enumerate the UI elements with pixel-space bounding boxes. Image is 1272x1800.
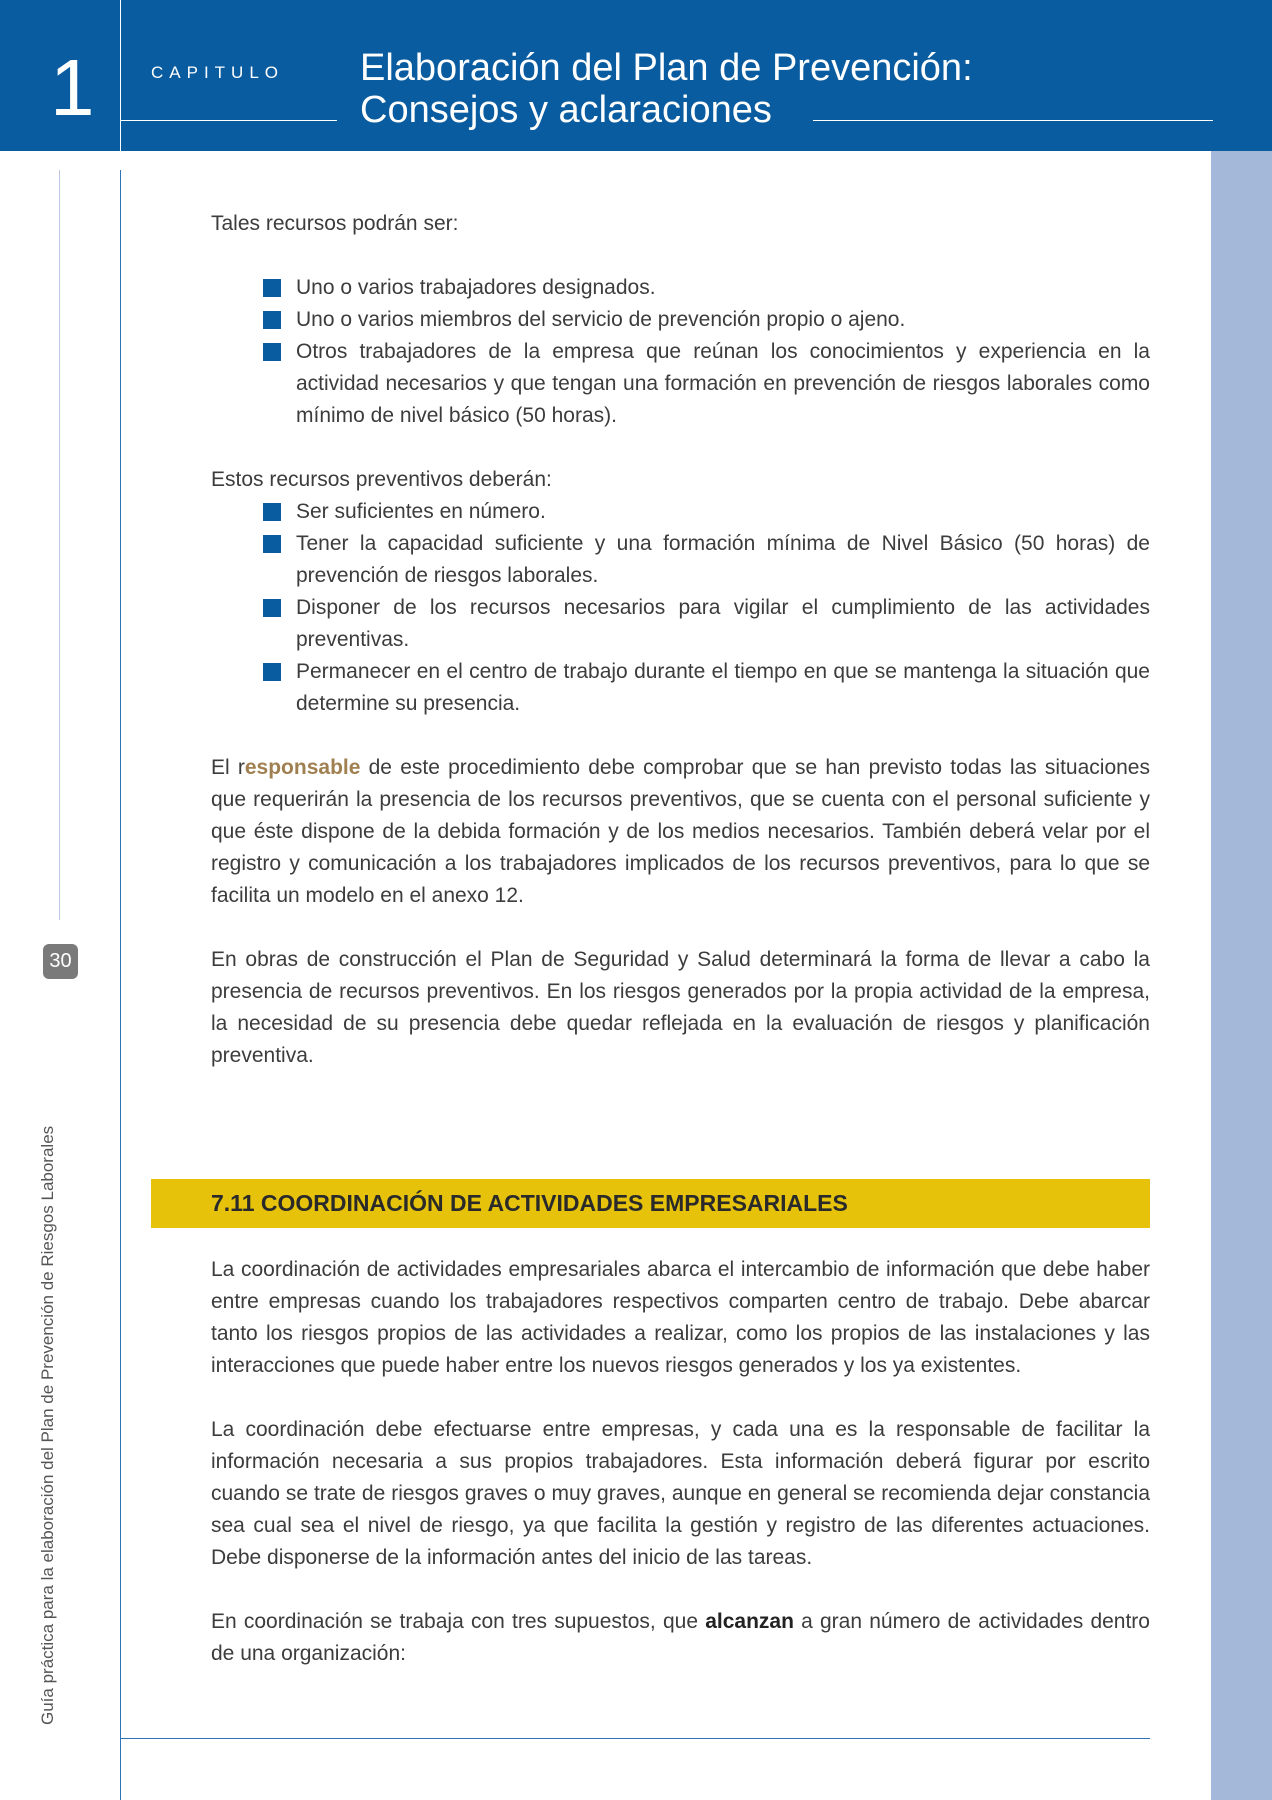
left-margin-thin-rule bbox=[59, 170, 60, 920]
list-item: Disponer de los recursos necesarios para vigilar el cumplimiento de las actividades preventivas. bbox=[296, 592, 1150, 656]
resources-list bbox=[211, 272, 1150, 432]
paragraph-responsable-prefix: El r bbox=[211, 756, 245, 779]
chapter-header bbox=[0, 0, 1272, 151]
chapter-title-line1: Elaboración del Plan de Prevención: bbox=[360, 47, 973, 89]
side-guide-title: Guía práctica para la elaboración del Plan de Prevención de Riesgos Laborales bbox=[38, 1125, 57, 1725]
alcanzan-bold: alcanzan bbox=[705, 1610, 794, 1633]
paragraph-obras: En obras de construcción el Plan de Seguridad y Salud determinará la forma de llevar a cabo la presencia de recursos preventivos. En los riesgos generados por la propia actividad de la empresa, la necesidad de su presencia debe quedar reflejada en la evaluación de riesgos y planificación preventiva. bbox=[211, 948, 1150, 1067]
paragraph-responsable bbox=[211, 752, 1150, 912]
responsable-highlight: esponsable bbox=[244, 756, 361, 779]
section-paragraph-3-prefix: En coordinación se trabaja con tres supuestos, que bbox=[211, 1610, 706, 1633]
intro-resources: Tales recursos podrán ser: bbox=[211, 212, 459, 235]
list-item: Uno o varios miembros del servicio de prevención propio o ajeno. bbox=[296, 304, 1150, 336]
chapter-title-line2: Consejos y aclaraciones bbox=[360, 89, 772, 131]
list-item: Ser suficientes en número. bbox=[296, 496, 1150, 528]
section-paragraph-3 bbox=[211, 1606, 1150, 1670]
section-paragraph-2: La coordinación debe efectuarse entre empresas, y cada una es la responsable de facilitar la información necesaria a sus propios trabajadores. Esta información deberá figurar por escrito cuando se trate de riesgos graves o muy graves, aunque en general se recomienda dejar constancia sea cual sea el nivel de riesgo, ya que facilita la gestión y registro de las diferentes actuaciones. Debe disponerse de la información antes del inicio de las tareas. bbox=[211, 1418, 1150, 1569]
list-item: Uno o varios trabajadores designados. bbox=[296, 272, 1150, 304]
chapter-title bbox=[360, 47, 973, 131]
list-item: Otros trabajadores de la empresa que reúnan los conocimientos y experiencia en la actividad necesarios y que tengan una formación en prevención de riesgos laborales como mínimo de nivel básico (50 horas). bbox=[296, 336, 1150, 432]
side-guide-title-wrap bbox=[38, 1000, 74, 1725]
section-paragraph-1: La coordinación de actividades empresariales abarca el intercambio de información que debe haber entre empresas cuando los trabajadores respectivos comparten centro de trabajo. Debe abarcar tanto los riesgos propios de las actividades a realizar, como los propios de las instalaciones y las interacciones que puede haber entre los nuevos riesgos generados y los ya existentes. bbox=[211, 1258, 1150, 1377]
main-content bbox=[211, 208, 1150, 1072]
requirements-list bbox=[211, 496, 1150, 720]
list-item: Tener la capacidad suficiente y una formación mínima de Nivel Básico (50 horas) de prevención de riesgos laborales. bbox=[296, 528, 1150, 592]
header-divider bbox=[120, 0, 121, 151]
header-rule-left bbox=[120, 120, 337, 121]
chapter-number: 1 bbox=[50, 43, 95, 132]
chapter-label: CAPITULO bbox=[151, 63, 285, 82]
section-title: 7.11 COORDINACIÓN DE ACTIVIDADES EMPRESARIALES bbox=[211, 1190, 848, 1216]
section-paragraph-3-rest: a gran número de actividades dentro de una organización: bbox=[211, 1610, 1150, 1665]
bottom-rule bbox=[120, 1738, 1150, 1739]
page-number-badge: 30 bbox=[43, 944, 78, 979]
right-margin-stripe bbox=[1211, 151, 1272, 1800]
left-margin-rule bbox=[120, 170, 121, 1800]
list-item: Permanecer en el centro de trabajo durante el tiempo en que se mantenga la situación que determine su presencia. bbox=[296, 656, 1150, 720]
section-heading-bar bbox=[151, 1179, 1150, 1228]
intro-requirements: Estos recursos preventivos deberán: bbox=[211, 468, 552, 491]
section-content bbox=[211, 1254, 1150, 1670]
paragraph-responsable-rest: de este procedimiento debe comprobar que se han previsto todas las situaciones que requerirán la presencia de los recursos preventivos, que se cuenta con el personal suficiente y que éste dispone de la debida formación y de los medios necesarios. También deberá velar por el registro y comunicación a los trabajadores implicados de los recursos preventivos, para lo que se facilita un modelo en el anexo 12. bbox=[211, 756, 1150, 907]
